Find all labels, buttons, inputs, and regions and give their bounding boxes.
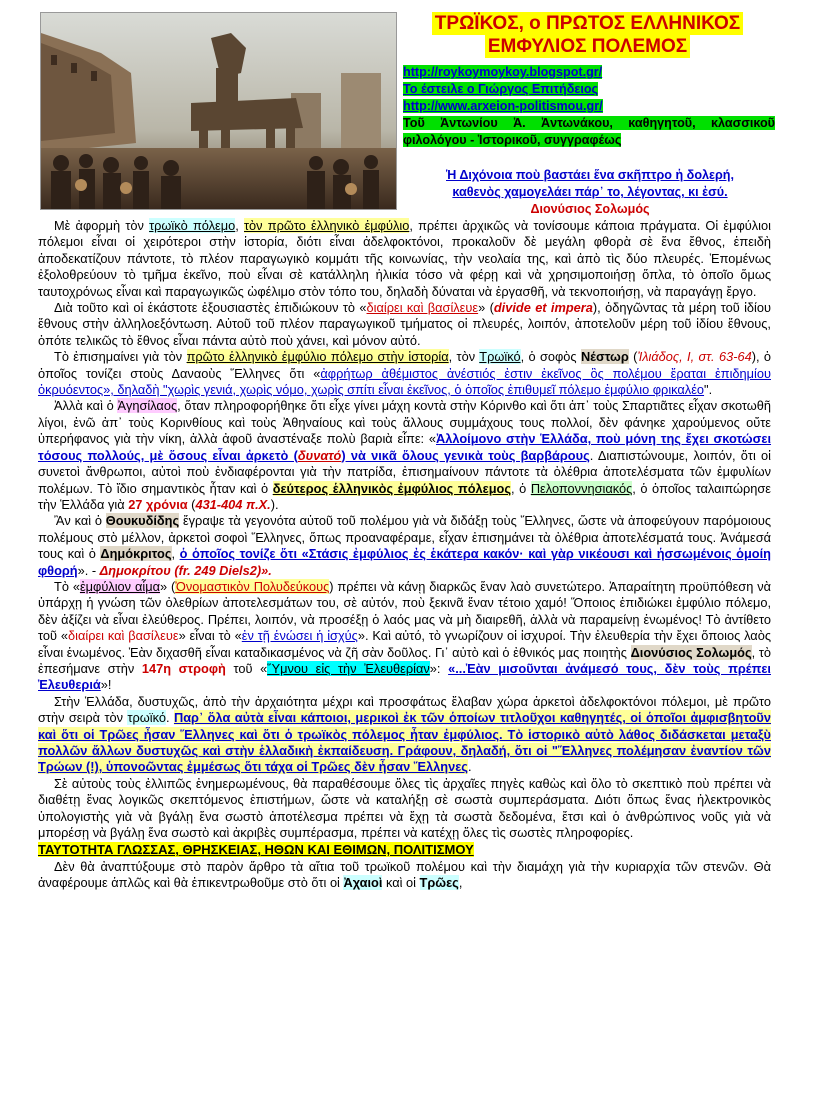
text: Τὸ « <box>54 578 80 594</box>
text-name: Θουκυδίδης <box>105 513 180 529</box>
text: , πρέπει ἀρχικῶς νὰ τονίσουμε κάποια πράγματα. Οἱ ἐμφύλιοι πόλεμοι εἶναι οἱ χειρότεροι στὴν ἱστορία, διότι εἶναι ἀδελφοκτόνοι, προκαλοῦν δὲ μεγάλη φθορὰ σὲ ἕνα ἔθνος, ἐπειδὴ ἀποδεκατίζουν πάντοτε, τὸ πλέον παραγωγικὸ κομμάτι τῆς κοινωνίας, τὴν νεολαία της, καὶ ἀπὸ τὶς δύο πλευρές. Ἑπομένως ἐξολοθρεύουν τὸ τμῆμα ἐκεῖνο, ποὺ εἶναι σὲ κατάλληλη ἡλικία τόσο νὰ φέρῃ καὶ νὰ χρησιμοποιήσῃ ὅπλα, τὸ ὁποῖο ὅμως ταυτοχρόνως εἶναι καὶ παραγωγικῶς ὠφέλιμο στὸν τόπο του, δηλαδὴ δύναται νὰ ἐργασθῆ, νὰ τεκνοποιήσῃ, νὰ παραγάγῃ ἔργο. <box>38 218 771 299</box>
text-red: διαίρει καὶ βασίλευε <box>67 628 179 644</box>
text: ), ὁ ὁποῖος τονίζει στοὺς Δαναοὺς Ἕλληνες ὅτι « <box>38 349 771 381</box>
text: , <box>235 218 244 233</box>
text: »! <box>100 677 112 693</box>
text-highlight: ἐμφύλιον αἷμα <box>79 578 160 594</box>
text-red: 27 χρόνια <box>128 496 188 512</box>
text: καὶ οἱ <box>382 875 420 891</box>
section-heading <box>38 842 771 858</box>
text-name: Δημόκριτος <box>100 546 172 562</box>
text-highlight: τρωϊκό <box>127 710 166 726</box>
text-highlight: δεύτερος ἑλληνικὸς ἐμφύλιος πόλεμος <box>272 480 511 496</box>
title-line-2: ΕΜΦΥΛΙΟΣ ΠΟΛΕΜΟΣ <box>485 35 690 58</box>
paragraph-3 <box>38 349 771 398</box>
text: Ἀλλὰ καὶ ὁ <box>54 398 118 414</box>
trojan-horse-image <box>41 13 396 209</box>
text: , ὁ ὁποῖος ταλαιπώρησε τὴν Ἑλλάδα γιὰ <box>38 480 771 512</box>
quote-link[interactable]: ὁ ὁποῖος τονίζε ὅτι «Στάσις ἐμφύλιος ἐς ἑκάτερα κακόν· καὶ γὰρ νικέουσι καὶ ἡσσωμένοις ὁμοίη φθορή <box>38 546 771 578</box>
text: Στὴν Ἑλλάδα, δυστυχῶς, ἀπὸ τὴν ἀρχαιότητα μέχρι καὶ προσφάτως ἔλαβαν χώρα ἀρκετοὶ ἀδελφοκτόνοι πόλεμοι, μὲ πρῶτο στὴν σειρὰ τὸν <box>38 693 771 726</box>
paragraph-1 <box>38 218 771 300</box>
text: ". <box>704 382 713 398</box>
text-highlight: τὸν πρῶτο ἑλληνικὸ ἐμφύλιο <box>244 218 410 233</box>
paragraph-4 <box>38 398 771 513</box>
text: τοῦ « <box>225 660 268 676</box>
text-name: Τρῶες <box>419 875 459 891</box>
epigraph <box>405 167 775 218</box>
text-name: Διονύσιος Σολωμός <box>630 644 752 660</box>
citation: Δημοκρίτου (fr. 249 Diels2)». <box>99 562 272 578</box>
quote-link[interactable]: Ἀλλοίμονο στὴν Ἑλλάδα, ποὺ μόνη της ἔχει σκοτώσει τόσους πολλούς, μὲ ὅσους εἶναι ἀρκετὸ ( <box>38 431 772 463</box>
text: , τὸ ἐπεσήμανε στὴν <box>38 644 771 676</box>
text: , ὁ <box>511 480 531 496</box>
text: ( <box>628 349 638 365</box>
text: Μὲ ἀφορμὴ τὸν <box>54 218 150 233</box>
text: ». - <box>77 562 100 578</box>
text: ). <box>270 496 279 512</box>
text: ) πρέπει νὰ κάνῃ διαρκῶς ἕναν λαὸ συνετώτερο. Ἀπαραίτητη προϋπόθεση νὰ ὑπάρχῃ ἡ γνώση τῶν ὀλεθρίων ἀποτελεσμάτων του, σὲ αὐτόν, ποὺ ξεκινᾶ ἕναν τέτοιο χαμό! Ὅποιος ἐπιδιώκει ἐμφύλιο πόλεμο, δὲν ἀξίζει νὰ εἶναι ἐλεύθερος. Πρέπει, λοιπόν, νὰ προσέξῃ ὁ λαός μας νὰ μὴ διαιρεθῆ, ἀλλὰ νὰ παραμείνῃ ἑνωμένος! Τὸ ἀντίθετο τοῦ « <box>38 578 771 644</box>
text: » ( <box>478 300 494 316</box>
text: ), ὁδηγῶντας τὰ μέρη τοῦ ἰδίου ἔθνους στὴν ἀλληλοεξόντωση. Αὐτοῦ τοῦ πλέον παραγωγικοῦ τμήματος οἱ πλευρές, λοιπόν, ἀποτελοῦν μέρη τοῦ ἰδίου ἔθνους, ὁπότε τελικῶς τὸ ἔθνος εἶναι πάντα αὐτὸ ποὺ χάνει, καὶ μόνον αὐτό. <box>38 300 771 348</box>
text: ». Καὶ αὐτό, τὸ γνωρίζουν οἱ ἰσχυροί. Τὴν ἐλευθερία τὴν ἔχει ὅποιος λαὸς εἶναι ἑνωμένος. Ἐὰν διχασθῆ εἶναι καταδικασμένος νὰ ζῆ σὰν δοῦλος. Γι᾽ αὐτὸ καὶ ὁ ἐθνικός μας ποιητὴς <box>38 628 771 660</box>
text: ἔγραψε τὰ γεγονότα αὐτοῦ τοῦ πολέμου γιὰ νὰ διδάξῃ τοὺς Ἕλληνες, ὥστε νὰ ἀποφεύγουν παρόμοιους πολέμους στὸ μέλλον, ἀρκετοὶ σοφοὶ Ἕλληνες, ὅπως προαναφέραμε, εἶχαν ἐπισημάνει τὰ ὀλέθρια ἀποτελέσματά τους. Ἀνάμεσά τους καὶ ὁ <box>38 513 771 562</box>
text: Δὲν θὰ ἀναπτύξουμε στὸ παρὸν ἄρθρο τὰ αἴτια τοῦ τρωϊκοῦ πολέμου καὶ τὴν διαμάχη γιὰ τὴν κυριαρχία τῶν στενῶν. Θὰ ἀναφέρουμε ἁπλῶς καὶ θὰ ἐπικεντρωθοῦμε στὸ ὅτι οἱ <box>38 858 771 891</box>
paragraph-5 <box>38 513 771 579</box>
text-name: Ἀγησίλαος <box>117 398 178 414</box>
blog-link[interactable]: http://roykoymoykoy.blogspot.gr/ <box>403 65 603 79</box>
text-highlight: Τρωϊκό <box>479 349 521 365</box>
quote-link[interactable]: «...Ἐὰν μισοῦνται ἀνάμεσό τους, δὲν τοὺς πρέπει Ἐλευθεριά <box>38 660 771 693</box>
text: , <box>458 875 463 891</box>
source-links <box>403 64 775 149</box>
paragraph-2 <box>38 300 771 349</box>
text-highlight: Ὕμνου εἰς τὴν Ἐλευθερίαν <box>267 660 430 676</box>
text: Τὸ ἐπισημαίνει γιὰ τὸν <box>54 349 187 365</box>
text: . <box>467 759 472 775</box>
article-title <box>400 12 775 58</box>
text: , τὸν <box>448 349 480 365</box>
text: , ὅταν πληροφορήθηκε ὅτι εἶχε γίνει μάχη κοντὰ στὴν Κόρινθο καὶ ὅτι ἀπ᾽ τοὺς Σπαρτιᾶτες εἶχαν σκοτωθῆ λίγοι, ἐνῶ ἀπ᾽ τοὺς Κορινθίους καὶ τοὺς Ἀθηναίους καὶ τοὺς ἄλλους συμμάχους τους πολλοί, δὲν φάνηκε χαρούμενος οὔτε ὑπερήφανος γιὰ τὴν νίκη, ἀλλὰ ἀφοῦ ἀναστέναξε πολὺ βαριὰ εἶπε: « <box>38 398 771 447</box>
quote-link[interactable]: ἐν τῇ ἑνώσει ἡ ἰσχύς <box>241 628 358 644</box>
text: Διὰ τοῦτο καὶ οἱ ἑκάστοτε ἐξουσιαστὲς ἐπιδιώκουν τὸ « <box>54 300 367 316</box>
text-latin: divide et impera <box>493 300 593 316</box>
text: » εἶναι τὸ « <box>178 628 242 644</box>
title-line-1: ΤΡΩΪΚΟΣ, ο ΠΡΩΤΟΣ ΕΛΛΗΝΙΚΟΣ <box>432 12 743 35</box>
text-highlight: πρῶτο ἑλληνικὸ ἐμφύλιο πόλεμο στὴν ἱστορία <box>186 349 449 365</box>
archive-link[interactable]: http://www.arxeion-politismou.gr/ <box>403 99 603 113</box>
text-red: διαίρει καὶ βασίλευε <box>366 300 479 316</box>
citation: Ἰλιάδος, Ι, στ. 63-64 <box>637 349 752 365</box>
text-highlight: Παρ᾽ ὅλα αὐτὰ εἶναι κάποιοι, μερικοὶ ἐκ τῶν ὁποίων τιτλοῦχοι καθηγητές, οἱ ὁποῖοι ἀμφισβητοῦν καὶ ὅτι οἱ Τρῶες ἦσαν Ἕλληνες καὶ ὅτι ὁ τρωϊκὸς πόλεμος ἦταν ἐμφύλιος. Τὸ ἱστορικὸ αὐτὸ λάθος διδάσκεται μεταξὺ πολλῶν ἄλλων δυστυχῶς καὶ στὴν ἑλλαδικὴ ἐκπαίδευση. Γράφουν, δηλαδή, ὅτι οἱ "Ἕλληνες πολέμησαν ἐναντίον τῶν Τρώων (!), ὑπονοῶντας ἐμμέσως ὅτι τάχα οἱ Τρῶες δὲν ἦσαν Ἕλληνες <box>38 710 771 775</box>
text: Ἂν καὶ ὁ <box>54 513 106 529</box>
text: , ὁ σοφὸς <box>520 349 581 365</box>
quote-link[interactable]: ἀφρήτωρ ἀθέμιστος ἀνέστιός ἐστιν ἐκεῖνος ὃς πολέμου ἔραται ἐπιδημίου ὀκρυόεντος», δηλαδὴ "χωρὶς γενιά, χωρὶς νόμο, χωρὶς σπίτι εἶναι ἐκεῖνος, ὁ ὁποῖος ἐπιθυμεῖ πόλεμο ἐμφύλιο φρικαλέο <box>38 365 771 398</box>
text-red: 147η στροφὴ <box>141 660 226 676</box>
epigraph-line-1: Ἡ Διχόνοια ποὺ βαστάει ἕνα σκῆπτρο ἡ δολερή, <box>446 168 734 182</box>
text: »: <box>429 660 449 676</box>
text-highlight: τρωϊκὸ πόλεμο <box>149 218 236 233</box>
paragraph-8: Σὲ αὐτοὺς τοὺς ἐλλιπῶς ἐνημερωμένους, θὰ παραθέσουμε ὅλες τὶς ἀρχαῖες πηγὲς καθὼς καὶ ὅλο τὸ σκεπτικὸ ποὺ πρέπει νὰ διαθέτῃ ἕνας λογικῶς σκεπτόμενος ἐπιστήμων, ὥστε νὰ καταλήξῃ σὲ σωστὰ συμπεράσματα. Διότι ὅπως ἕνας ἠλεκτρονικὸς ὑπολογιστὴς γιὰ νὰ βγάλῃ ἕνα σωστὸ ἀποτέλεσμα πρέπει νὰ ἔχῃ τὰ σωστὰ δεδομένα, ἔτσι καὶ ὁ ἀνθρώπινος νοῦς γιὰ νὰ μπορέσῃ νὰ βγάλῃ ἕνα σωστὸ καὶ ἀκριβὲς συμπέρασμα, πρέπει νὰ κατέχῃ ὅλες τὶς σωστὲς πληροφορίες. <box>38 775 771 841</box>
text-name: Ἀχαιοὶ <box>343 875 383 891</box>
paragraph-6 <box>38 579 771 694</box>
text-red: δυνατό <box>297 447 342 463</box>
text-highlight: Ὀνομαστικὸν Πολυδεύκους <box>175 578 330 594</box>
epigraph-author: Διονύσιος Σολωμός <box>530 202 650 216</box>
trojan-horse-illustration <box>40 12 397 210</box>
quote-link[interactable]: ) νὰ νικᾶ ὅλους γενικὰ τοὺς βαρβάρους <box>341 447 590 463</box>
text: . Διαπιστώνουμε, λοιπόν, ὅτι οἱ συνετοὶ ἄνθρωποι, αὐτοὶ ποὺ ἐνδιαφέρονται γιὰ τὴν πατρίδα, ἐπισημαίνουν πάντοτε τὰ ὀλέθρια ἀποτελέσματα τῶν ἐμφυλίων πολέμων. Τὸ ἴδιο σημαντικὸς ἦταν καὶ ὁ <box>38 447 771 496</box>
text: » ( <box>159 578 176 594</box>
section-heading-text: ΤΑΥΤΟΤΗΤΑ ΓΛΩΣΣΑΣ, ΘΡΗΣΚΕΙΑΣ, ΗΘΩΝ ΚΑΙ ΕΘΙΜΩΝ, ΠΟΛΙΤΙΣΜΟΥ <box>38 842 474 858</box>
paragraph-9 <box>38 859 771 892</box>
text: , <box>171 546 180 562</box>
sender-link[interactable]: Το έστειλε ο Γιώργος Επιτήδειος <box>403 82 599 96</box>
paragraph-7 <box>38 694 771 776</box>
text-highlight: Πελοποννησιακός <box>530 480 633 496</box>
text-name: Νέστωρ <box>580 349 629 365</box>
article-body <box>38 218 771 892</box>
text: . <box>165 710 174 726</box>
text-red: 431-404 π.Χ. <box>195 496 271 512</box>
author-credit: Τοῦ Ἀντωνίου Ἀ. Ἀντωνάκου, καθηγητοῦ, κλασσικοῦ φιλολόγου - Ἱστορικοῦ, συγγραφέως <box>403 116 775 147</box>
text: ( <box>187 496 196 512</box>
epigraph-line-2: καθενὸς χαμογελάει πάρ᾽ το, λέγοντας, κι ἐσύ. <box>452 185 728 199</box>
